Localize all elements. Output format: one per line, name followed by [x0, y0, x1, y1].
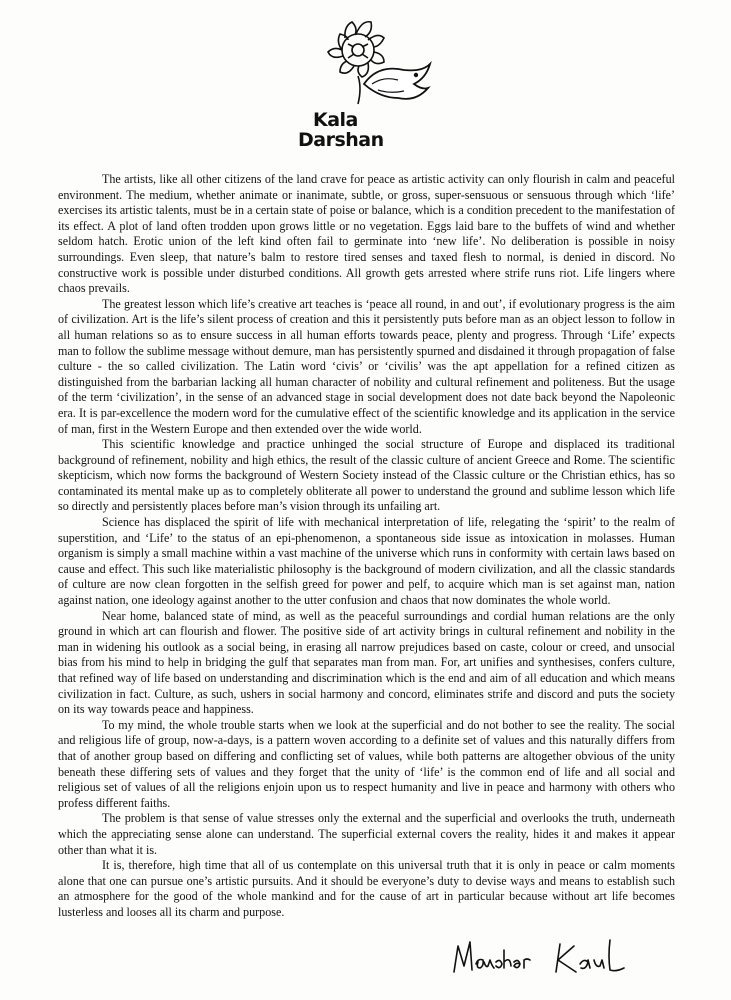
paragraph: The greatest lesson which life’s creative art teaches is ‘peace all round, in and out’, if evolutionary progress is the aim of civilization. Art is the life’s silent process of creation and this it persistently puts before man as an object lesson to follow in all human relations so as to ensure success in all human efforts towards peace, plenty and progress. Through ‘Life’ expects man to follow the sublime message without demure, man has persistently spurned and disdained it through propagation of false culture - the so called civilization. The Latin word ‘civis’ or ‘civilis’ was the apt appellation for a refined citizen as distinguished from the barbarian lacking all human character of nobility and cultural refinement and politeness. But the usage of the term ‘civilization’, in the sense of an advanced stage in social development does not date back beyond the Napoleonic era. It is par-excellence the modern word for the cumulative effect of the scientific knowledge and its application in the service of man, first in the Western Europe and then extended over the wide world.: [58, 296, 675, 436]
paragraph: This scientific knowledge and practice unhinged the social structure of Europe and displaced its traditional background of refinement, nobility and high ethics, the result of the classic culture of ancient Greece and Rome. The scientific skepticism, which now forms the background of Western Society instead of the Classic culture or the Christian ethics, has so contaminated its mental make up as to completely obliterate all power to understand the ground and sublime lesson which life so directly and persistently places before man’s vision through its unfailing art.: [58, 437, 675, 514]
magazine-logo: [296, 110, 436, 150]
logo-line-1: Kala: [313, 109, 358, 131]
handwritten-signature: [448, 928, 648, 988]
paragraph: Science has displaced the spirit of life with mechanical interpretation of life, relegating the ‘spirit’ to the realm of superstition, and ‘Life’ to the status of an epi-phenomenon, a spontaneous side issue as intoxication in molasses. Human organism is simply a small machine within a vast machine of the universe which runs in conformity with certain laws based on cause and effect. This such like materialistic philosophy is the background of modern civilization, and all the classic standards of culture are now clean forgotten in the selfish greed for power and pelf, to acquire which man is set against man, nation against nation, one ideology against another to the utter confusion and chaos that now dominates the whole world.: [58, 515, 675, 608]
article-body: [58, 172, 675, 921]
paragraph: It is, therefore, high time that all of us contemplate on this universal truth that it is only in peace or calm moments alone that one can pursue one’s artistic pursuits. And it should be everyone’s duty to devise ways and means to establish such an atmosphere for the good of the whole mankind and for the cause of art in particular because without art life becomes lusterless and looses all its charm and purpose.: [58, 858, 675, 919]
paragraph: Near home, balanced state of mind, as well as the peaceful surroundings and cordial human relations are the only ground in which art can flourish and flower. The positive side of art activity brings in cultural refinement and nobility in the man in widening his outlook as a social being, in erasing all narrow prejudices based on caste, colour or creed, and unsocial bias from his mind to help in bridging the gulf that separates man from man. For, art unifies and synthesises, confers culture, that refined way of life based on understanding and discrimination which is the end and aim of all education and which means civilization in fact. Culture, as such, ushers in social harmony and concord, eliminates strife and discord and puts the society on its way towards peace and happiness.: [58, 608, 675, 717]
paragraph: The problem is that sense of value stresses only the external and the superficial and overlooks the truth, underneath which the appreciating sense alone can understand. The superficial external covers the reality, hides it and makes it appear other than what it is.: [58, 811, 675, 857]
paragraph: To my mind, the whole trouble starts when we look at the superficial and do not bother to see the reality. The social and religious life of group, now-a-days, is a pattern woven according to a definite set of values and this naturally differs from that of another group based on differing and conflicting set of values, while both patterns are altogether obvious of the unity beneath these differing sets of values and they forget that the unity of ‘life’ is the common end of life and all social and religious set of values of all the religions enjoin upon us to respect humanity and live in peace and harmony with others who profess different faiths.: [58, 717, 675, 810]
paragraph: The artists, like all other citizens of the land crave for peace as artistic activity can only flourish in calm and peaceful environment. The medium, whether animate or inanimate, subtle, or gross, super-sensuous or sensuous through which ‘life’ exercises its artistic talents, must be in a certain state of poise or balance, which is a condition precedent to the manifestation of its effect. A plot of land often trodden upon grows little or no vegetation. Eggs laid bare to the buffets of wind and whether seldom hatch. Erotic union of the left kind often fail to germinate into ‘new life’. No deliberation is possible in noisy surroundings. Even sleep, that nature’s balm to restore tired senses and taxed flesh to normal, is denied in discord. No constructive work is possible under disturbed conditions. All growth gets arrested where strife runs riot. Life lingers where chaos prevails.: [58, 172, 675, 296]
flower-bird-icon: [318, 14, 436, 110]
logo-line-2: Darshan: [298, 129, 384, 151]
